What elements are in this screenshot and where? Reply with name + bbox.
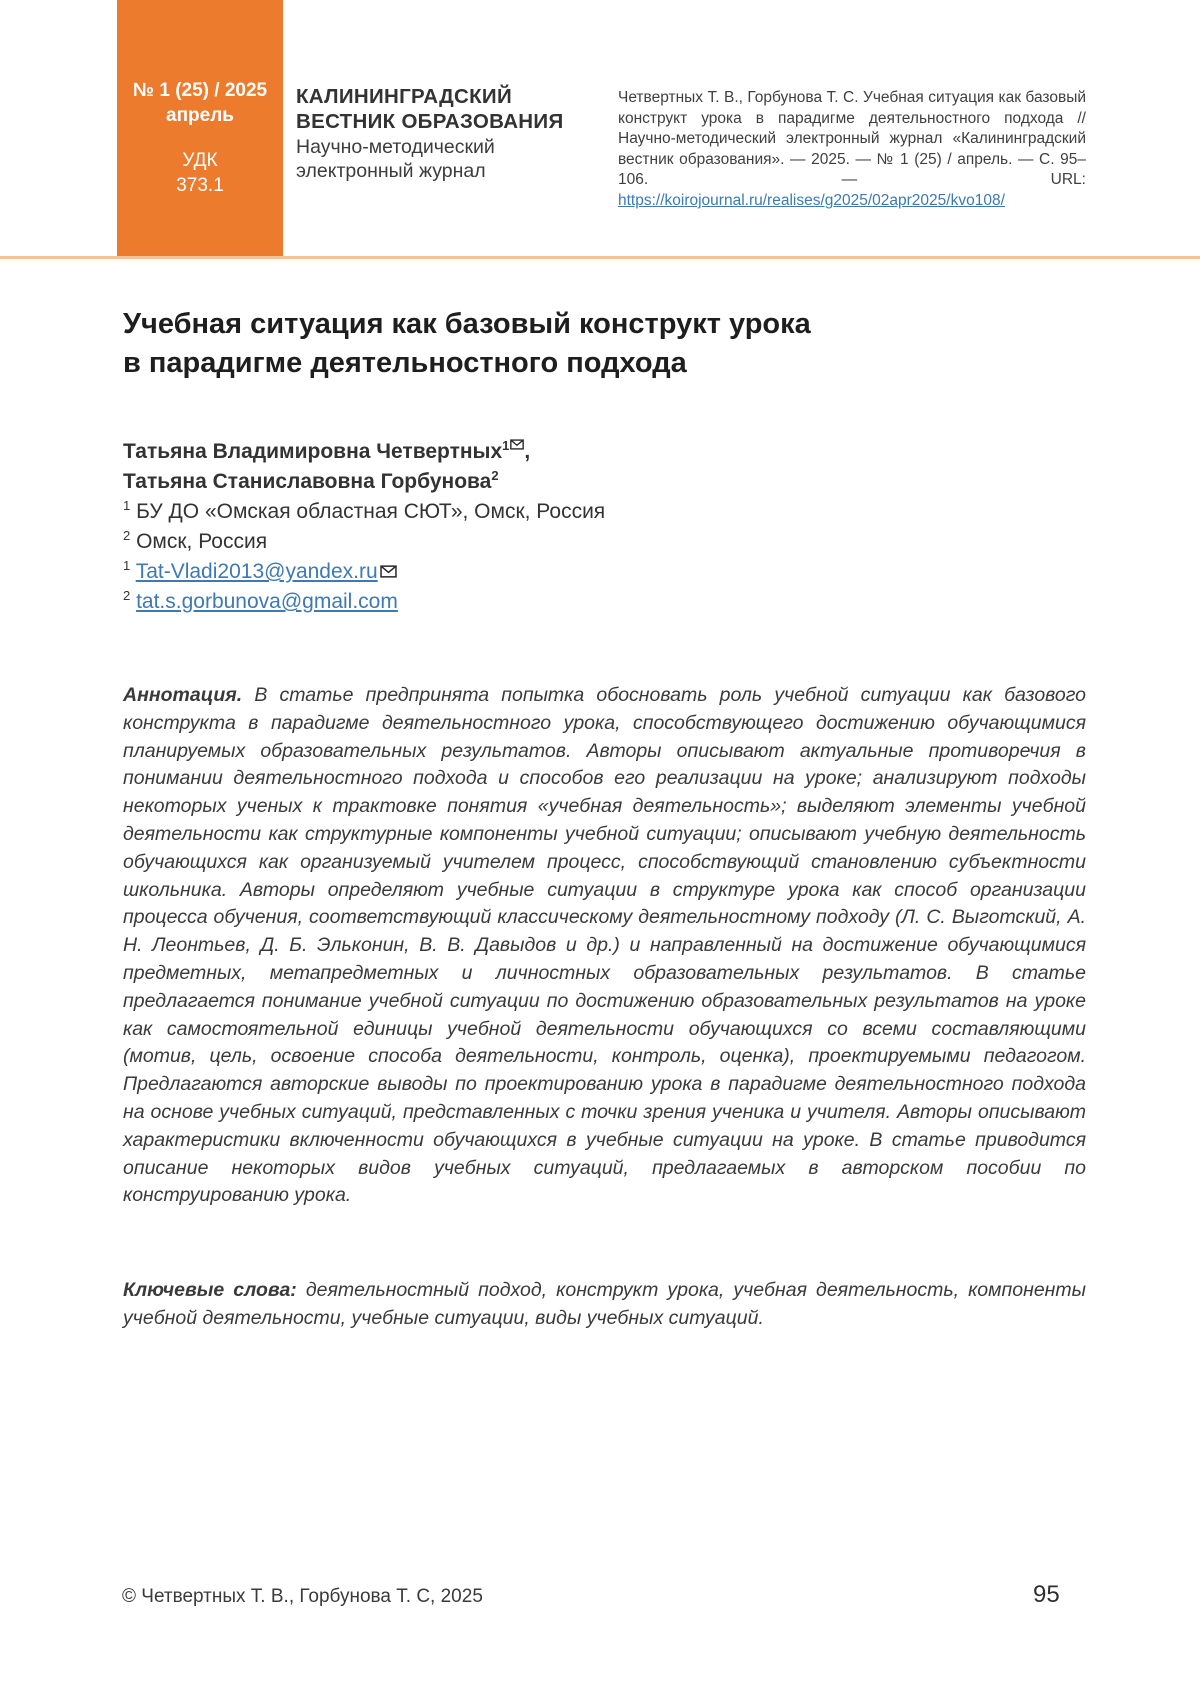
journal-title xyxy=(296,84,563,134)
journal-subtitle xyxy=(296,135,563,183)
journal-title-line1: КАЛИНИНГРАДСКИЙ xyxy=(296,85,512,108)
issue-box xyxy=(117,0,283,257)
journal-title-line2: ВЕСТНИК ОБРАЗОВАНИЯ xyxy=(296,110,564,133)
author-email-2: $^2$ tat.s.gorbunova@gmail.com xyxy=(123,588,398,613)
keywords-paragraph xyxy=(123,1277,1086,1333)
envelope-icon xyxy=(380,560,397,583)
keywords-text: деятельностный подход, конструкт урока, учебная деятельность, компоненты учебной деятельности, учебные ситуации, виды учебных ситуаций. xyxy=(123,1279,1086,1329)
abstract-text: В статье предпринята попытка обосновать роль учебной ситуации как базового конструкта в парадигме деятельностного урока, способствующего достижению обучающимися планируемых образовательных результатов. Авторы описывают актуальные противоречия в понимании деятельностного подхода и способов его реализации на уроке; анализируют подходы некоторых ученых к трактовке понятия «учебная деятельность»; выделяют элементы учебной деятельности как структурные компоненты учебной ситуации; описывают учебную деятельность обучающихся как организуемый учителем процесс, способствующий становлению субъектности школьника. Авторы определяют учебные ситуации в структуре урока как способ организации процесса обучения, соответствующий классическому деятельностному подходу (Л. С. Выготский, А. Н. Леонтьев, Д. Б. Эльконин, В. В. Давыдов и др.) и направленный на достижение обучающимися предметных, метапредметных и личностных образовательных результатов. В статье предлагается понимание учебной ситуации по достижению образовательных результатов на уроке как самостоятельной единицы учебной деятельности обучающихся со всеми составляющими (мотив, цель, освоение способа деятельности, контроль, оценка), проектируемыми педагогом. Предлагаются авторские выводы по проектированию урока в парадигме деятельностного подхода на основе учебных ситуаций, представленных с точки зрения ученика и учителя. Авторы описывают характеристики включенности обучающихся в учебные ситуации на уроке. В статье приводится описание некоторых видов учебных ситуаций, предлагаемых в авторском пособии по конструированию урока. xyxy=(123,684,1086,1207)
keywords-label: Ключевые слова: xyxy=(123,1279,297,1301)
authors-block xyxy=(123,437,605,617)
issue-number: № 1 (25) / 2025 xyxy=(132,80,268,101)
copyright-line: © Четвертных Т. В., Горбунова Т. С, 2025 xyxy=(122,1586,483,1607)
article-title-line1: Учебная ситуация как базовый конструкт урока xyxy=(123,308,811,340)
abstract-paragraph xyxy=(123,682,1086,1210)
udk-label: УДК xyxy=(182,150,218,171)
affiliation-2: $^2$ Омск, Россия xyxy=(123,528,268,553)
article-title-line2: в парадигме деятельностного подхода xyxy=(123,347,687,379)
journal-subtitle-line1: Научно-методический xyxy=(296,136,495,158)
header-divider xyxy=(0,256,1200,259)
page-number: 95 xyxy=(1033,1581,1060,1608)
email-2-link[interactable]: tat.s.gorbunova@gmail.com xyxy=(136,590,398,613)
author-1: Татьяна Владимировна Четвертных$^1$ , xyxy=(123,437,605,467)
author-1-comma: , xyxy=(524,440,531,463)
abstract-label: Аннотация. xyxy=(123,684,243,706)
email-1-link[interactable]: Tat-Vladi2013@yandex.ru xyxy=(135,560,378,583)
journal-masthead xyxy=(296,84,563,183)
author-2-affil-marker: 2 xyxy=(491,468,499,483)
udk-value: 373.1 xyxy=(176,175,224,196)
citation-block xyxy=(618,88,1086,212)
citation-text: Четвертных Т. В., Горбунова Т. С. Учебная ситуация как базовый конструкт урока в парадигме деятельностного подхода // Научно-методический электронный журнал «Калининградский вестник образования». — 2025. — № 1 (25) / апрель. — С. 95–106. — URL: xyxy=(618,89,1086,189)
citation-url-link[interactable]: https://koirojournal.ru/realises/g2025/02apr2025/kvo108/ xyxy=(618,191,1005,209)
author-email-1: $^1$ Tat-Vladi2013@yandex.ru xyxy=(123,557,605,587)
issue-month: апрель xyxy=(166,105,234,126)
envelope-icon xyxy=(510,432,524,455)
author-2: Татьяна Станиславовна Горбунова$^2$ xyxy=(123,468,499,493)
affiliation-1: $^1$ БУ ДО «Омская областная СЮТ», Омск, Россия xyxy=(123,498,606,523)
author-1-affil-marker: 1 xyxy=(502,438,510,453)
article-title xyxy=(123,305,811,383)
journal-subtitle-line2: электронный журнал xyxy=(296,160,486,182)
